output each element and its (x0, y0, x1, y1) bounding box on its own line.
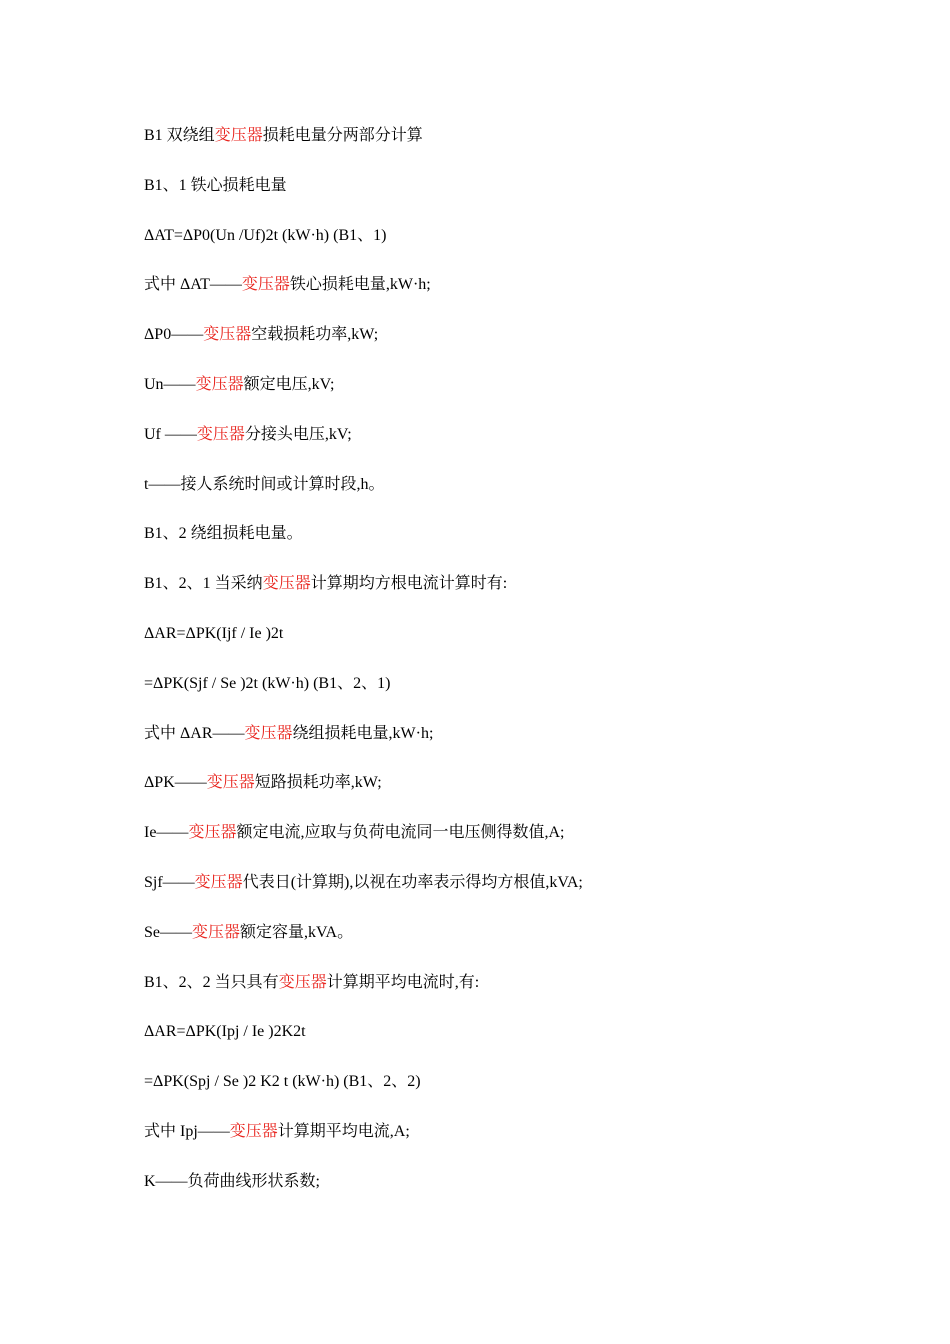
text-segment: ΔPK—— (144, 774, 207, 792)
text-segment: 额定电流,应取与负荷电流同一电压侧得数值,A; (236, 824, 565, 842)
text-segment: t——接人系统时间或计算时段,h。 (144, 475, 385, 493)
text-line (144, 174, 844, 224)
text-line (144, 1170, 844, 1220)
text-segment: 额定电压,kV; (243, 375, 335, 393)
text-segment: =ΔPK(Sjf / Se )2t (kW·h) (B1、2、1) (144, 674, 391, 692)
text-segment: B1 双绕组 (144, 127, 215, 144)
text-segment: 额定容量,kVA。 (240, 923, 354, 941)
text-line (144, 522, 844, 572)
text-line (144, 871, 844, 921)
text-line (144, 672, 844, 722)
text-segment: ΔAR=ΔPK(Ipj / Ie )2K2t (144, 1023, 306, 1041)
text-segment: 代表日(计算期),以视在功率表示得均方根值,kVA; (242, 873, 583, 891)
highlighted-term: 变压器 (188, 824, 237, 842)
text-line (144, 722, 844, 772)
text-line (144, 821, 844, 871)
highlighted-term: 变压器 (192, 923, 241, 941)
text-segment: ΔP0—— (144, 326, 204, 344)
highlighted-term: 变压器 (229, 1122, 278, 1140)
text-segment: 计算期平均电流时,有: (326, 973, 480, 991)
highlighted-term: 变压器 (196, 425, 245, 443)
text-segment: 计算期平均电流,A; (277, 1122, 410, 1140)
highlighted-term: 变压器 (203, 326, 252, 344)
highlighted-term: 变压器 (278, 973, 327, 991)
text-line (144, 1020, 844, 1070)
text-segment: B1、2、1 当采纳 (144, 575, 263, 593)
text-line (144, 473, 844, 523)
text-line (144, 124, 844, 174)
text-segment: 短路损耗功率,kW; (254, 774, 382, 792)
text-segment: 空载损耗功率,kW; (251, 326, 379, 344)
text-segment: Ie—— (144, 824, 189, 842)
text-segment: 式中 ΔAT—— (144, 276, 242, 294)
text-line (144, 1070, 844, 1120)
text-line (144, 224, 844, 274)
text-segment: 绕组损耗电量,kW·h; (292, 724, 434, 742)
text-segment: 分接头电压,kV; (244, 425, 352, 443)
text-line (144, 423, 844, 473)
highlighted-term: 变压器 (262, 575, 311, 593)
highlighted-term: 变压器 (244, 724, 293, 742)
text-segment: 损耗电量分两部分计算 (262, 127, 423, 144)
text-line (144, 771, 844, 821)
text-segment: ΔAT=ΔP0(Un /Uf)2t (kW·h) (B1、1) (144, 226, 387, 244)
text-segment: B1、1 铁心损耗电量 (144, 176, 287, 194)
text-segment: Se—— (144, 923, 192, 941)
text-segment: 计算期均方根电流计算时有: (310, 575, 508, 593)
highlighted-term: 变压器 (195, 375, 244, 393)
text-segment: B1、2 绕组损耗电量。 (144, 525, 303, 543)
text-segment: 铁心损耗电量,kW·h; (289, 276, 431, 294)
text-line (144, 622, 844, 672)
text-line (144, 572, 844, 622)
text-segment: Un—— (144, 375, 196, 393)
text-line (144, 1120, 844, 1170)
text-segment: 式中 ΔAR—— (144, 724, 245, 742)
highlighted-term: 变压器 (241, 276, 290, 294)
text-line (144, 373, 844, 423)
highlighted-term: 变压器 (206, 774, 255, 792)
text-segment: 式中 Ipj—— (144, 1122, 230, 1140)
text-segment: K——负荷曲线形状系数; (144, 1172, 321, 1190)
text-line (144, 273, 844, 323)
highlighted-term: 变压器 (194, 873, 243, 891)
text-segment: ΔAR=ΔPK(Ijf / Ie )2t (144, 624, 284, 642)
text-line (144, 971, 844, 1021)
text-line (144, 921, 844, 971)
text-segment: Sjf—— (144, 873, 195, 891)
text-segment: B1、2、2 当只具有 (144, 973, 279, 991)
text-line (144, 323, 844, 373)
text-segment: Uf —— (144, 425, 197, 443)
highlighted-term: 变压器 (214, 127, 263, 144)
text-segment: =ΔPK(Spj / Se )2 K2 t (kW·h) (B1、2、2) (144, 1073, 421, 1091)
document-body (144, 124, 844, 1220)
